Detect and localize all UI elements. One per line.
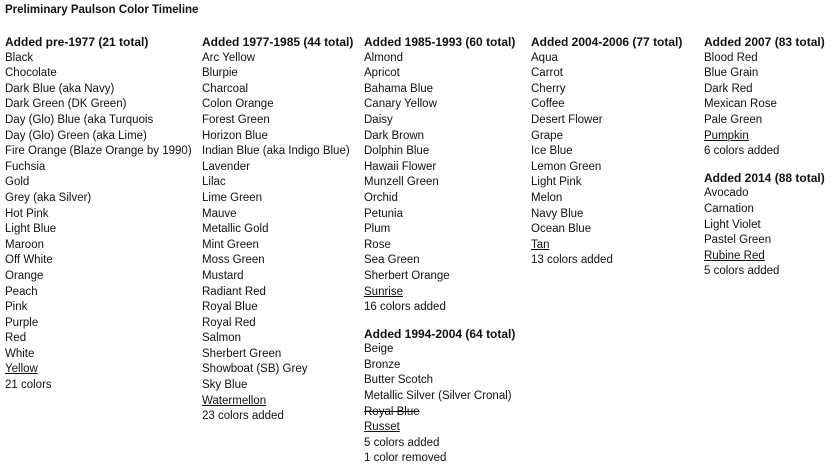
color-item: Plum — [364, 223, 391, 236]
color-item: Dark Green (DK Green) — [5, 98, 127, 111]
color-item: Sky Blue — [202, 379, 248, 392]
color-item: Navy Blue — [531, 207, 584, 220]
section-header: Added 2007 (83 total) — [704, 35, 825, 49]
color-item: Yellow — [5, 363, 38, 376]
color-item: Pale Green — [704, 113, 763, 126]
section-header: Added 2004-2006 (77 total) — [531, 35, 683, 49]
column-pre-1977 — [5, 35, 192, 394]
color-item: Aqua — [531, 51, 558, 64]
color-item: Royal Blue — [202, 301, 258, 314]
color-item: Daisy — [364, 113, 393, 126]
section-header: Added 2014 (88 total) — [704, 170, 825, 185]
color-item: Day (Glo) Blue (aka Turquois — [5, 113, 154, 126]
color-item: Black — [5, 51, 34, 64]
section-header: Added 1977-1985 (44 total) — [202, 35, 354, 49]
section-header: Added 1994-2004 (64 total) — [364, 326, 516, 341]
color-item: Bahama Blue — [364, 82, 434, 95]
section-summary: 21 colors — [5, 379, 52, 392]
color-item: Beige — [364, 343, 394, 356]
column-2004-2006 — [531, 35, 682, 269]
color-item: Mexican Rose — [704, 98, 777, 111]
color-item: Carnation — [704, 202, 754, 215]
color-item: Showboat (SB) Grey — [202, 363, 308, 376]
color-item: White — [5, 347, 35, 360]
color-item: Mint Green — [202, 238, 259, 251]
section-spacer — [364, 316, 515, 327]
color-item: Sherbert Orange — [364, 269, 450, 282]
color-item: Gold — [5, 176, 30, 189]
color-item: Ocean Blue — [531, 223, 592, 236]
color-item: Hawaii Flower — [364, 160, 437, 173]
color-item: Blurpie — [202, 67, 238, 80]
color-item: Peach — [5, 285, 38, 298]
color-item: Mauve — [202, 207, 237, 220]
section-summary: 16 colors added — [364, 301, 446, 314]
section-summary: 5 colors added — [364, 436, 440, 449]
color-item: Sunrise — [364, 285, 403, 298]
section-header: Added pre-1977 (21 total) — [5, 35, 149, 49]
color-item: Arc Yellow — [202, 51, 256, 64]
color-item: Coffee — [531, 98, 565, 111]
color-item: Charcoal — [202, 82, 249, 95]
color-item: Blood Red — [704, 51, 758, 64]
color-item: Chocolate — [5, 67, 57, 80]
color-item: Avocado — [704, 187, 749, 200]
column-1977-1985 — [202, 35, 353, 425]
color-item: Blue Grain — [704, 67, 759, 80]
color-item: Russet — [364, 421, 400, 434]
column-2007-2014 — [704, 35, 825, 280]
color-item: Dark Blue (aka Navy) — [5, 82, 115, 95]
color-item: Dolphin Blue — [364, 145, 430, 158]
color-item: Royal Red — [202, 316, 256, 329]
color-item: Lime Green — [202, 191, 263, 204]
color-item: Almond — [364, 51, 403, 64]
section-summary: 1 color removed — [364, 452, 447, 465]
color-item: Apricot — [364, 67, 400, 80]
color-item: Orange — [5, 269, 44, 282]
color-item: Metallic Gold — [202, 223, 269, 236]
color-item: Dark Brown — [364, 129, 425, 142]
color-item: Dark Red — [704, 82, 753, 95]
color-item: Maroon — [5, 238, 44, 251]
color-item: Lilac — [202, 176, 226, 189]
color-item: Rose — [364, 238, 391, 251]
color-item: Colon Orange — [202, 98, 274, 111]
section-spacer — [704, 160, 825, 171]
color-item: Ice Blue — [531, 145, 573, 158]
color-item: Orchid — [364, 191, 398, 204]
color-item: Light Blue — [5, 223, 57, 236]
color-item: Tan — [531, 238, 550, 251]
section-summary: 6 colors added — [704, 145, 780, 158]
color-item: Indian Blue (aka Indigo Blue) — [202, 145, 350, 158]
column-1985-2004 — [364, 35, 515, 467]
color-item: Grape — [531, 129, 563, 142]
section-summary: 13 colors added — [531, 254, 613, 267]
color-item: Metallic Silver (Silver Cronal) — [364, 390, 512, 403]
color-item: Lemon Green — [531, 160, 602, 173]
section-summary: 23 colors added — [202, 410, 284, 423]
color-item: Forest Green — [202, 113, 270, 126]
color-item: Pastel Green — [704, 234, 772, 247]
color-item: Melon — [531, 191, 563, 204]
color-item: Purple — [5, 316, 39, 329]
color-item: Cherry — [531, 82, 566, 95]
section-summary: 5 colors added — [704, 265, 780, 278]
color-item: Moss Green — [202, 254, 265, 267]
color-item: Horizon Blue — [202, 129, 268, 142]
color-item: Sea Green — [364, 254, 420, 267]
color-item: Off White — [5, 254, 53, 267]
color-item: Salmon — [202, 332, 241, 345]
color-item: Canary Yellow — [364, 98, 437, 111]
color-item: Red — [5, 332, 27, 345]
document-title: Preliminary Paulson Color Timeline — [5, 4, 199, 16]
color-item: Light Violet — [704, 218, 761, 231]
color-item: Bronze — [364, 358, 401, 371]
color-item: Pink — [5, 301, 28, 314]
color-item: Light Pink — [531, 176, 582, 189]
color-item: Radiant Red — [202, 285, 266, 298]
color-item: Day (Glo) Green (aka Lime) — [5, 129, 147, 142]
color-item: Sherbert Green — [202, 347, 282, 360]
color-item: Mustard — [202, 269, 244, 282]
color-item: Fuchsia — [5, 160, 46, 173]
color-item: Rubine Red — [704, 249, 765, 262]
color-item: Petunia — [364, 207, 404, 220]
color-item: Lavender — [202, 160, 250, 173]
color-item: Royal Blue — [364, 405, 420, 418]
color-item: Fire Orange (Blaze Orange by 1990) — [5, 145, 192, 158]
color-item: Grey (aka Silver) — [5, 191, 92, 204]
color-item: Pumpkin — [704, 129, 749, 142]
section-header: Added 1985-1993 (60 total) — [364, 35, 516, 49]
color-item: Hot Pink — [5, 207, 49, 220]
color-item: Butter Scotch — [364, 374, 434, 387]
color-item: Munzell Green — [364, 176, 439, 189]
color-item: Carrot — [531, 67, 563, 80]
color-item: Watermellon — [202, 394, 267, 407]
color-item: Desert Flower — [531, 113, 603, 126]
